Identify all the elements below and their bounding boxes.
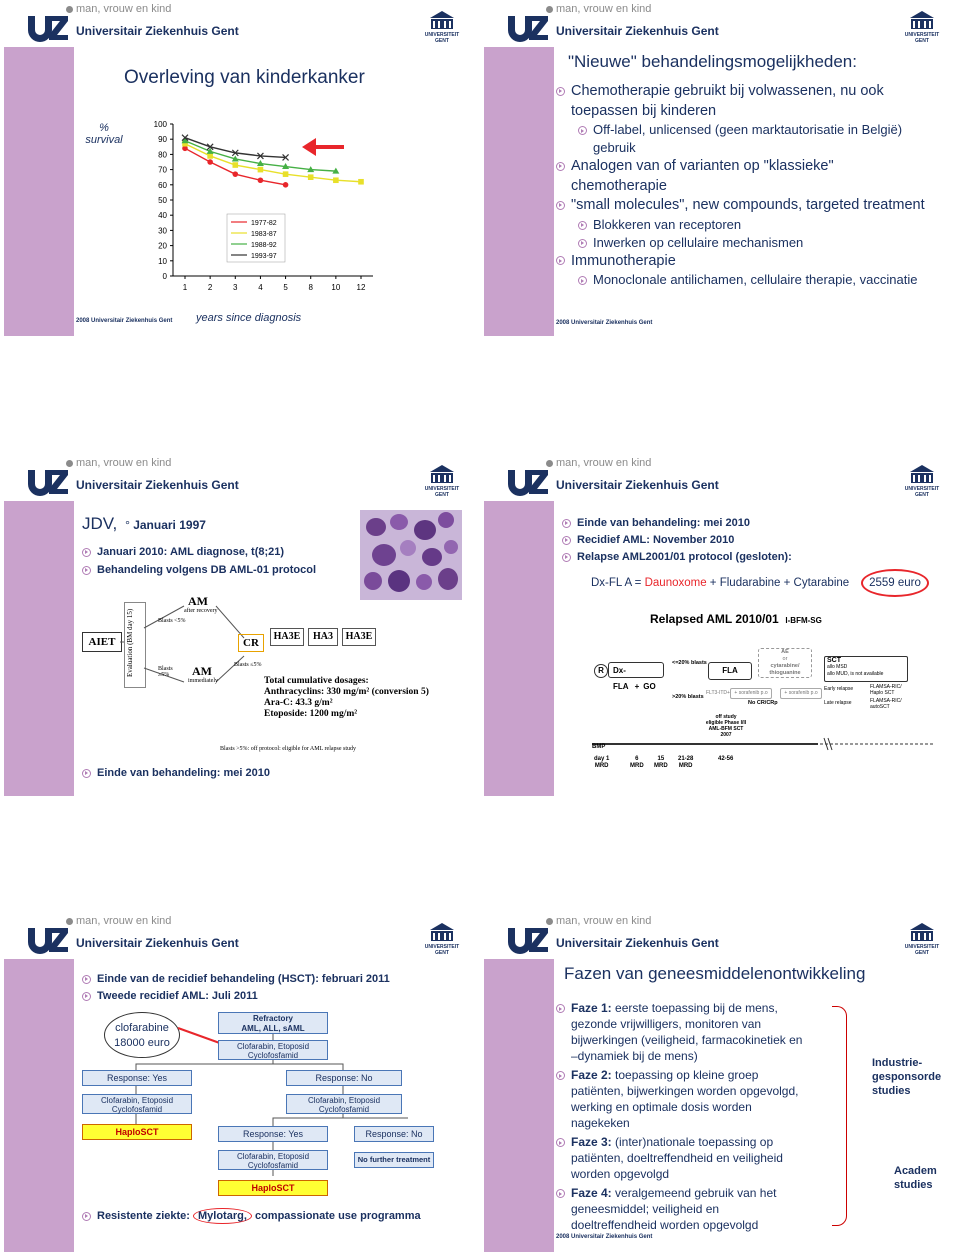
tagline: man, vrouw en kind (546, 458, 651, 469)
bullet-icon (82, 769, 91, 778)
x-tick-label: 8 (308, 283, 313, 292)
bullet-end-treatment: Einde van behandeling: mei 2010 (82, 767, 270, 779)
svg-text:GENT: GENT (915, 950, 929, 956)
svg-text:GENT: GENT (435, 492, 449, 498)
slide-header (4, 916, 478, 958)
tagline: man, vrouw en kind (66, 4, 171, 15)
blasts-low: Blasts <5% (158, 618, 186, 624)
industry-label: Industrie- gesponsorde studies (872, 1057, 942, 1097)
timeline-point: 15 MRD (654, 756, 668, 769)
legend-label: 1988-92 (251, 242, 277, 249)
ha3e-box-2: HA3E (342, 628, 376, 646)
protocol-footnote: Blasts >5%: off protocol: eligible for AML relapse study (220, 746, 357, 752)
hospital-name: Universitair Ziekenhuis Gent (76, 936, 239, 950)
slide-title: "Nieuwe" behandelingsmogelijkheden: (568, 52, 857, 71)
copyright: 2008 Universitair Ziekenhuis Gent (556, 1234, 653, 1240)
data-point (308, 174, 314, 180)
evaluation-text: Evaluation (BM day 15) (126, 608, 134, 678)
bullet-icon (562, 519, 571, 528)
bullet-end: Einde van behandeling: mei 2010 (562, 517, 750, 529)
left-strip (4, 501, 74, 796)
ugent-logo-icon (902, 920, 942, 956)
red-arrow-icon (300, 136, 346, 158)
y-tick-label: 90 (158, 135, 167, 145)
bullet-icon (562, 536, 571, 545)
phase-item: Faze 2: toepassing op kleine groep patiënten, bijwerkingen worden opgevolgd, werking en optimale dosis worden nagekeken (556, 1067, 799, 1131)
y-tick-label: 80 (158, 150, 167, 160)
hospital-name: Universitair Ziekenhuis Gent (76, 24, 239, 38)
fla-box: FLA (708, 662, 752, 680)
x-tick-label: 5 (283, 283, 288, 292)
flamsa-2: FLAMSA-RIC/ autoSCT (870, 698, 902, 710)
ugent-logo-icon (422, 462, 462, 498)
response-yes-1: Response: Yes (82, 1070, 192, 1086)
copyright: 2008 Universitair Ziekenhuis Gent (556, 320, 653, 326)
legend-label: 1977-82 (251, 220, 277, 227)
treatment-item: Chemotherapie gebruikt bij volwassenen, nu ook (556, 82, 884, 101)
survival-chart (149, 112, 389, 302)
slide-phases (484, 916, 958, 1252)
left-strip (484, 959, 554, 1252)
microscopy-photo (360, 510, 462, 600)
refractory-box: Refractory AML, ALL, sAML (218, 1012, 328, 1034)
slide-jdv (4, 458, 478, 796)
y-tick-label: 60 (158, 180, 167, 190)
bullet-icon (556, 1138, 565, 1147)
clo-eto-box-1: Clofarabin, Etoposid Cyclofosfamid (218, 1040, 328, 1060)
legend-label: 1983-87 (251, 231, 277, 238)
early-relapse: Early relapse (824, 686, 854, 692)
left-strip (484, 47, 554, 336)
am-immediately-sub: immediately (188, 678, 218, 684)
bullet-recidief: Recidief AML: November 2010 (562, 534, 734, 546)
y-tick-label: 30 (158, 226, 167, 236)
data-point (232, 162, 238, 168)
timeline-point: 42-56 (718, 756, 734, 762)
industry-bracket (832, 1006, 847, 1226)
haplosct-1: HaploSCT (82, 1124, 192, 1140)
am-immediately: AM (192, 664, 212, 678)
bullet-icon (556, 1071, 565, 1080)
x-tick-label: 3 (233, 283, 238, 292)
phase-item: Faze 1: eerste toepassing bij de mens, gezonde vrijwilligers, monitoren van bijwerkingen (veiligheid, farmacokinetiek en –dynamiek bij de mens) (556, 1000, 802, 1064)
bullet-icon (82, 548, 91, 557)
treatment-item: Immunotherapie (556, 252, 676, 271)
bullet-icon (578, 239, 587, 248)
data-point (358, 179, 364, 185)
svg-text:UNIVERSITEIT: UNIVERSITEIT (424, 486, 460, 492)
response-yes-2: Response: Yes (218, 1126, 328, 1142)
sorafenib-2: + sorafenib p.o (780, 688, 822, 699)
copyright: 2008 Universitair Ziekenhuis Gent (76, 318, 173, 324)
aiet-box: AIET (82, 632, 122, 652)
ha3-box: HA3 (308, 628, 338, 646)
bullet-icon (556, 87, 565, 96)
tagline: man, vrouw en kind (546, 916, 651, 927)
am-after-recovery-sub: after recovery (184, 608, 218, 614)
bullet-icon (578, 126, 587, 135)
academic-label: Academ studies (894, 1165, 937, 1191)
data-point (207, 159, 213, 165)
uz-logo-icon (506, 924, 550, 954)
sct-box: SCT allo MSD allo MUD, is not available (824, 656, 908, 682)
x-tick-label: 12 (356, 283, 366, 292)
timeline-point: 21-28 MRD (678, 756, 694, 769)
clo-eto-box-2: Clofarabin, Etoposid Cyclofosfamid (82, 1094, 192, 1114)
no-cr-label: No CR/CRp (748, 700, 778, 706)
treatment-item: gebruik (593, 140, 636, 155)
hospital-name: Universitair Ziekenhuis Gent (556, 936, 719, 950)
bullet-end-recidief: Einde van de recidief behandeling (HSCT): februari 2011 (82, 973, 390, 985)
tagline: man, vrouw en kind (66, 458, 171, 469)
y-tick-label: 70 (158, 165, 167, 175)
svg-text:UNIVERSITEIT: UNIVERSITEIT (904, 486, 940, 492)
gt20-blasts: >20% blasts (672, 694, 704, 700)
bullet-protocol: Relapse AML2001/01 protocol (gesloten): (562, 551, 792, 563)
uz-logo-icon (26, 924, 70, 954)
hospital-name: Universitair Ziekenhuis Gent (76, 478, 239, 492)
patient-title: JDV, ° Januari 1997 (82, 514, 206, 533)
svg-text:GENT: GENT (435, 950, 449, 956)
bullet-resistant: Resistente ziekte: Mylotarg, compassionate use programma (82, 1210, 421, 1222)
data-point (333, 177, 339, 183)
hospital-name: Universitair Ziekenhuis Gent (556, 478, 719, 492)
x-caption: years since diagnosis (196, 312, 302, 324)
tagline: man, vrouw en kind (546, 4, 651, 15)
response-no-2: Response: No (354, 1126, 434, 1142)
x-tick-label: 1 (182, 283, 188, 292)
response-no-1: Response: No (286, 1070, 402, 1086)
total-dosages: Total cumulative dosages: Anthracyclins: 330 mg/m² (conversion 5) Ara-C: 43.3 g/m² Etoposide: 1200 mg/m² (264, 676, 429, 719)
bullet-icon (82, 1212, 91, 1221)
no-further-box: No further treatment (354, 1152, 434, 1168)
data-point (283, 171, 289, 177)
bullet-icon (556, 162, 565, 171)
regimen-line: Dx-FL A = Daunoxome + Fludarabine + Cytarabine (591, 577, 850, 589)
svg-text:UNIVERSITEIT: UNIVERSITEIT (424, 32, 460, 38)
data-point (207, 153, 213, 159)
timeline (588, 756, 934, 776)
bullet-icon (556, 1189, 565, 1198)
flamsa-1: FLAMSA-RIC/ Haplo SCT (870, 684, 902, 696)
phase-item: Faze 4: veralgemeend gebruik van het geneesmiddel; veiligheid en doeltreffendheid worden opgevolgd (556, 1185, 776, 1233)
left-strip (484, 501, 554, 796)
cost-highlight: 2559 euro (861, 569, 929, 597)
slide-relapse (484, 458, 958, 796)
svg-text:UNIVERSITEIT: UNIVERSITEIT (904, 32, 940, 38)
x-tick-label: 4 (258, 283, 263, 292)
y-tick-label: 40 (158, 211, 167, 221)
late-relapse: Late relapse (824, 700, 852, 706)
bullet-diagnosis: Januari 2010: AML diagnose, t(8;21) (82, 546, 284, 558)
svg-text:GENT: GENT (915, 38, 929, 44)
bullet-second-relapse: Tweede recidief AML: Juli 2011 (82, 990, 258, 1002)
haplosct-2: HaploSCT (218, 1180, 328, 1196)
slide-header (484, 458, 958, 500)
bullet-treatment: Behandeling volgens DB AML-01 protocol (82, 564, 316, 576)
x-tick-label: 10 (331, 283, 341, 292)
off-study: off study eligible Phase I/II AML-BFM SCT 2007 (705, 714, 747, 738)
data-point (283, 182, 289, 188)
clo-eto-box-3: Clofarabin, Etoposid Cyclofosfamid (286, 1094, 402, 1114)
slide-header (4, 458, 478, 500)
uz-logo-icon (26, 466, 70, 496)
y-tick-label: 50 (158, 196, 167, 205)
protocol-diagram (78, 588, 478, 760)
uz-logo-icon (506, 12, 550, 42)
tagline: man, vrouw en kind (66, 916, 171, 927)
ugent-logo-icon (422, 8, 462, 44)
data-point (232, 171, 238, 177)
left-strip (4, 47, 74, 336)
bullet-icon (556, 256, 565, 265)
flt3-label: FLT3-ITD+ (706, 690, 730, 696)
am-after-recovery: AM (188, 594, 208, 608)
ha3e-box-1: HA3E (270, 628, 304, 646)
bullet-icon (562, 553, 571, 562)
treatment-item: Monoclonale antilichamen, cellulaire therapie, vaccinatie (578, 271, 917, 288)
bullet-icon (82, 992, 91, 1001)
svg-text:GENT: GENT (915, 492, 929, 498)
bullet-icon (82, 975, 91, 984)
uz-logo-icon (506, 466, 550, 496)
slide-header (4, 4, 478, 46)
ugent-logo-icon (902, 462, 942, 498)
lt20-blasts: <=20% blasts (672, 660, 707, 666)
clofarabine-callout: clofarabine 18000 euro (104, 1012, 180, 1058)
bullet-icon (578, 221, 587, 230)
blasts-high: Blasts ≥5% (158, 666, 173, 678)
r-circle: R (594, 664, 608, 678)
slide-new-treatments (484, 4, 958, 336)
treatment-item: toepassen bij kinderen (571, 102, 717, 119)
ae-box: AE or cytarabine/ thioguanine (758, 648, 812, 678)
sorafenib-1: + sorafenib p.o (730, 688, 772, 699)
y-tick-label: 100 (153, 120, 167, 129)
slide-survival (4, 4, 478, 336)
bullet-icon (556, 1004, 565, 1013)
uz-logo-icon (26, 12, 70, 42)
slide-header (484, 916, 958, 958)
slide-header (484, 4, 958, 46)
hospital-name: Universitair Ziekenhuis Gent (556, 24, 719, 38)
bmp-label: BMP (592, 744, 606, 750)
bullet-icon (578, 276, 587, 285)
svg-text:UNIVERSITEIT: UNIVERSITEIT (424, 944, 460, 950)
treatment-item: Inwerken op cellulaire mechanismen (578, 234, 803, 251)
blasts-cr: Blasts ≤5% (234, 662, 262, 668)
slide-title: Overleving van kinderkanker (124, 67, 365, 88)
legend-label: 1993-97 (251, 253, 277, 260)
treatment-item: Blokkeren van receptoren (578, 216, 741, 233)
ugent-logo-icon (902, 8, 942, 44)
bullet-icon (556, 201, 565, 210)
x-tick-label: 2 (207, 283, 213, 292)
slide-second-relapse (4, 916, 478, 1252)
diagram-title: Relapsed AML 2010/01 I-BFM-SG (650, 612, 822, 626)
phase-item: Faze 3: (inter)nationale toepassing op patiënten, doeltreffendheid en veiligheid worden opgevolgd (556, 1134, 783, 1182)
slide-title: Fazen van geneesmiddelenontwikkeling (564, 964, 866, 983)
relapse-diagram (588, 606, 934, 776)
bullet-icon (82, 566, 91, 575)
timeline-point: 6 MRD (630, 756, 644, 769)
y-tick-label: 20 (158, 241, 167, 251)
dxfla-box: Dx-FLA + GO (608, 662, 664, 678)
timeline-axis (588, 736, 934, 752)
y-tick-label: 10 (158, 256, 167, 266)
data-point (258, 167, 264, 173)
left-strip (4, 959, 74, 1252)
data-point (258, 177, 264, 183)
treatment-item: Analogen van of varianten op "klassieke" (556, 157, 834, 176)
svg-text:GENT: GENT (435, 38, 449, 44)
timeline-point: day 1 MRD (594, 756, 610, 769)
treatment-item: "small molecules", new compounds, targeted treatment (556, 196, 925, 215)
treatment-item: chemotherapie (571, 177, 667, 194)
y-caption: % survival (85, 122, 123, 146)
cr-box: CR (238, 634, 264, 652)
y-tick-label: 0 (162, 272, 167, 281)
clo-eto-box-4: Clofarabin, Etoposid Cyclofosfamid (218, 1150, 328, 1170)
treatment-item: Off-label, unlicensed (geen marktautorisatie in België) (578, 121, 902, 138)
svg-text:UNIVERSITEIT: UNIVERSITEIT (904, 944, 940, 950)
ugent-logo-icon (422, 920, 462, 956)
